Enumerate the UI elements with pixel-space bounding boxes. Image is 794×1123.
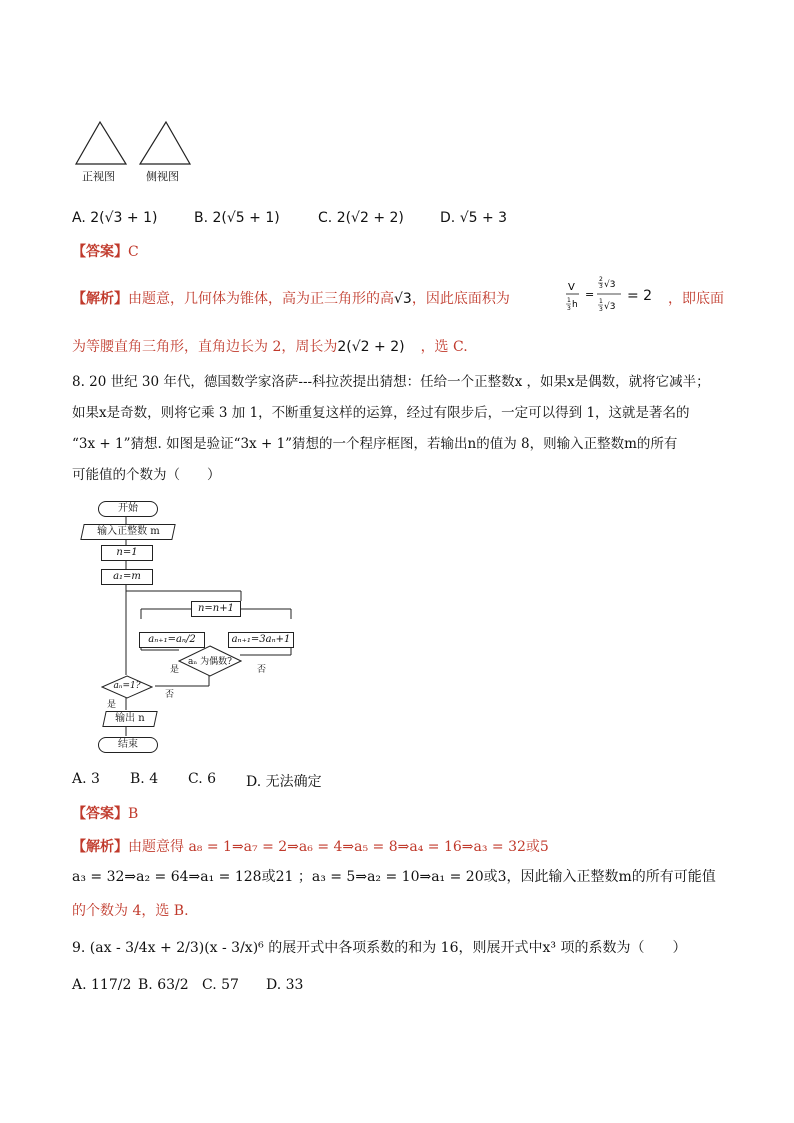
svg-text:=: = (585, 288, 595, 301)
q7-base-area-fraction (565, 274, 670, 318)
q8-option-b: B. 4 (130, 771, 159, 787)
flowchart-even-label: aₙ 为偶数? (188, 657, 232, 667)
q8-answer: 【答案】B (72, 806, 139, 822)
svg-text:1: 1 (599, 298, 603, 305)
q9-option-d: D. 33 (266, 977, 304, 993)
flowchart-input: 输入正整数 m (80, 524, 175, 540)
q8-option-c: C. 6 (188, 771, 217, 787)
q7-analysis-line2: 为等腰直角三角形，直角边长为 2，周长为2(√2 + 2) ，选 C. (72, 339, 468, 355)
svg-text:V: V (568, 282, 575, 293)
q7-option-d: D. √5 + 3 (440, 210, 508, 226)
front-view-triangle (76, 122, 126, 164)
q7-option-a: A. 2(√3 + 1) (72, 210, 158, 226)
q9-option-c: C. 57 (202, 977, 239, 993)
svg-text:√3: √3 (604, 280, 616, 290)
flowchart-even-no: 否 (257, 665, 267, 675)
svg-text:3: 3 (599, 283, 603, 290)
q9-option-a: A. 117/2 (72, 977, 132, 993)
flowchart-start: 开始 (98, 501, 158, 517)
q7-analysis-tail: ，即底面 (668, 291, 724, 307)
q8-analysis-line3: 的个数为 4，选 B. (72, 903, 189, 919)
q7-option-b: B. 2(√5 + 1) (194, 210, 280, 226)
q7-analysis-line1: 【解析】由题意，几何体为锥体，高为正三角形的高√3，因此底面积为 (72, 291, 510, 307)
flowchart-output: 输出 n (102, 711, 157, 727)
flowchart-n-inc: n=n+1 (191, 601, 241, 617)
q8-option-d: D. 无法确定 (246, 774, 322, 790)
flowchart-n-init: n=1 (101, 545, 153, 561)
q7-eq-two: = 2 (627, 288, 653, 304)
q8-stem-line2: 如果x是奇数，则将它乘 3 加 1，不断重复这样的运算，经过有限步后，一定可以得到 1，这就是著名的 (72, 405, 690, 421)
q8-analysis-line1: 【解析】由题意得 a₈ = 1⇒a₇ = 2⇒a₆ = 4⇒a₅ = 8⇒a₄ = 16⇒a₃ = 32或5 (72, 839, 549, 855)
svg-text:3: 3 (599, 306, 603, 313)
flowchart-triple: aₙ₊₁=3aₙ+1 (228, 632, 294, 648)
flowchart-a-init: a₁=m (101, 569, 153, 585)
flowchart-even-yes: 是 (170, 665, 180, 675)
flowchart-end: 结束 (98, 737, 158, 753)
q7-answer: 【答案】C (72, 244, 139, 260)
flowchart-half: aₙ₊₁=aₙ/2 (139, 632, 205, 648)
svg-text:h: h (572, 300, 578, 310)
svg-text:2: 2 (599, 276, 603, 283)
three-view-figure (72, 118, 197, 168)
q8-stem-line4: 可能值的个数为（ ） (72, 467, 221, 483)
svg-text:1: 1 (567, 297, 571, 304)
q8-option-a: A. 3 (72, 771, 100, 787)
side-view-label: 侧视图 (146, 170, 179, 183)
flowchart-one-no: 否 (165, 690, 175, 700)
svg-text:√3: √3 (604, 302, 616, 312)
flowchart-one-yes: 是 (107, 700, 117, 710)
q7-option-c: C. 2(√2 + 2) (318, 210, 404, 226)
q8-analysis-line2: a₃ = 32⇒a₂ = 64⇒a₁ = 128或21 ；a₃ = 5⇒a₂ = 10⇒a₁ = 20或3，因此输入正整数m的所有可能值 (72, 869, 716, 885)
q9-option-b: B. 63/2 (138, 977, 189, 993)
flowchart-one-label: aₙ=1? (113, 681, 141, 691)
side-view-triangle (140, 122, 190, 164)
q8-stem-line1: 8. 20 世纪 30 年代，德国数学家洛萨---科拉茨提出猜想：任给一个正整数x ，如果x是偶数，就将它减半； (72, 374, 710, 390)
q9-stem: 9. (ax - 3/4x + 2/3)(x - 3/x)⁶ 的展开式中各项系数的和为 16，则展开式中x³ 项的系数为（ ） (72, 940, 687, 956)
front-view-label: 正视图 (82, 170, 115, 183)
q8-stem-line3: “3x + 1”猜想. 如图是验证“3x + 1”猜想的一个程序框图，若输出n的值为 8，则输入正整数m的所有 (72, 436, 678, 452)
svg-text:3: 3 (567, 305, 571, 312)
